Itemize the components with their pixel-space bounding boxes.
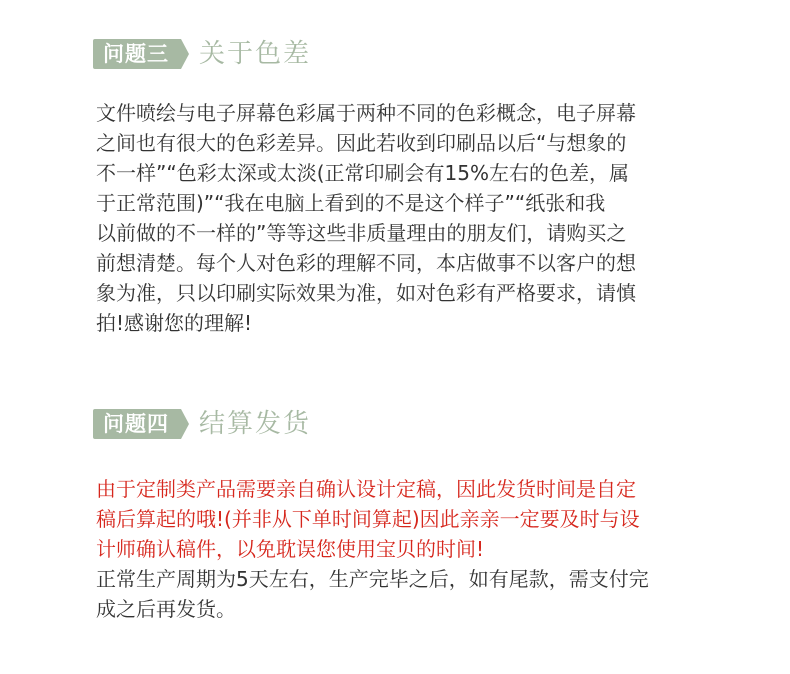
section-title: 关于色差 (199, 39, 312, 69)
paragraph-line: 以前做的不一样的”等等这些非质量理由的朋友们，请购买之 (96, 221, 627, 245)
paragraph-line: 计师确认稿件，以免耽误您使用宝贝的时间! (96, 537, 485, 561)
color-difference-paragraph (96, 98, 716, 338)
paragraph-line: 成之后再发货。 (96, 597, 236, 621)
section-header-color-difference (93, 36, 311, 72)
paragraph-line: 不一样”“色彩太深或太淡(正常印刷会有15%左右的色差，属 (96, 161, 629, 185)
paragraph-line: 由于定制类产品需要亲自确认设计定稿，因此发货时间是自定 (96, 477, 636, 501)
production-cycle-paragraph (96, 564, 716, 624)
paragraph-line: 前想清楚。每个人对色彩的理解不同，本店做事不以客户的想 (96, 251, 636, 275)
section-badge: 问题三 (93, 39, 181, 69)
paragraph-line: 正常生产周期为5天左右，生产完毕之后，如有尾款，需支付完 (96, 567, 649, 591)
paragraph-line: 象为准，只以印刷实际效果为准，如对色彩有严格要求，请慎 (96, 281, 636, 305)
paragraph-line: 之间也有很大的色彩差异。因此若收到印刷品以后“与想象的 (96, 131, 627, 155)
paragraph-line: 拍!感谢您的理解! (96, 311, 253, 335)
section-badge: 问题四 (93, 409, 181, 439)
paragraph-line: 稿后算起的哦!(并非从下单时间算起)因此亲亲一定要及时与设 (96, 507, 640, 531)
badge-arrow-icon (181, 39, 189, 69)
paragraph-line: 文件喷绘与电子屏幕色彩属于两种不同的色彩概念，电子屏幕 (96, 101, 636, 125)
badge-arrow-icon (181, 409, 189, 439)
paragraph-line: 于正常范围)”“我在电脑上看到的不是这个样子”“纸张和我 (96, 191, 606, 215)
shipping-notice-paragraph (96, 474, 716, 564)
section-header-shipping (93, 406, 311, 442)
section-title: 结算发货 (199, 409, 312, 439)
